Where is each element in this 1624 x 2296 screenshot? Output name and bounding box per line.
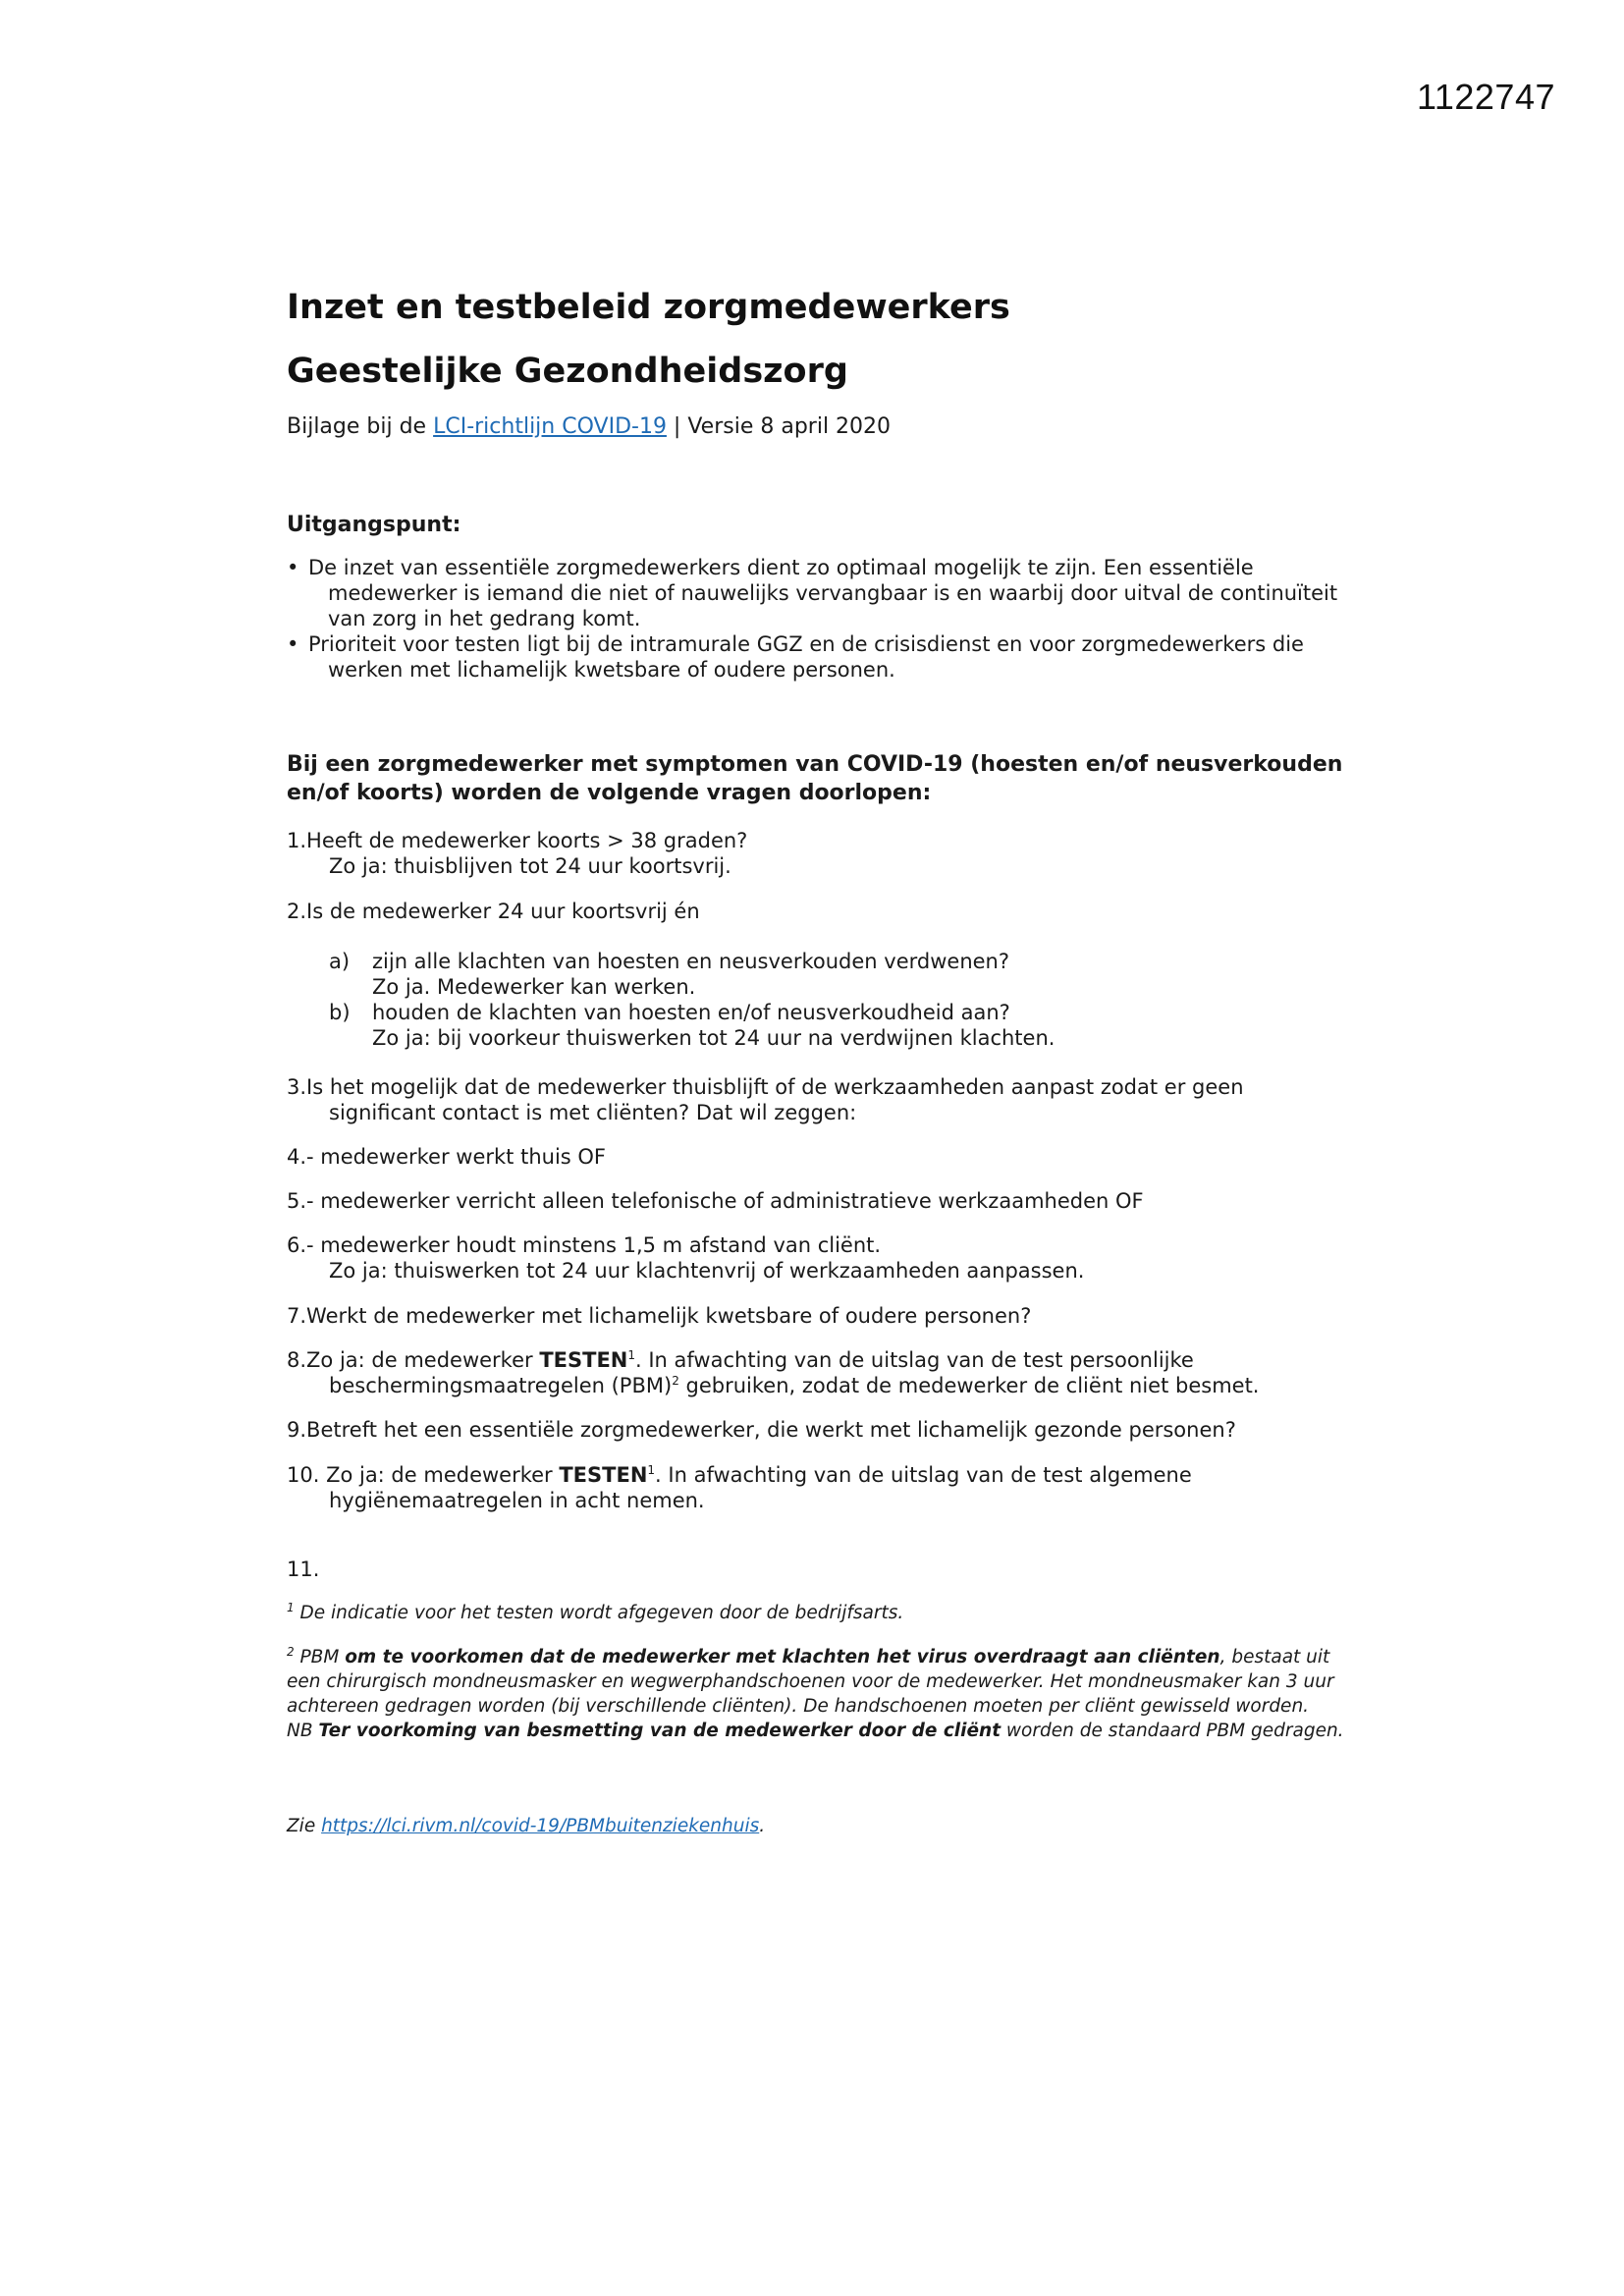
list-item-continuation: werken met lichamelijk kwetsbare of oudere personen. xyxy=(328,658,895,682)
question-8-rest-prefix: beschermingsmaatregelen (PBM) xyxy=(329,1374,673,1397)
footnote-2-marker: 2 xyxy=(287,1644,295,1659)
question-6-text: 6.- medewerker houdt minstens 1,5 m afstand van cliënt. xyxy=(287,1233,882,1257)
subtitle-version: | Versie 8 april 2020 xyxy=(666,414,892,439)
list-item xyxy=(287,631,1357,683)
list-item-continuation: medewerker is iemand die niet of nauwelijks vervangbaar is en waarbij door uitval de continuïteit van zorg in het gedrang komt. xyxy=(328,581,1338,630)
question-6 xyxy=(287,1232,1357,1284)
uitgangspunt-heading: Uitgangspunt: xyxy=(287,513,461,537)
subtitle xyxy=(287,414,891,439)
bullet-glyph: • xyxy=(287,632,299,656)
footnote-2-lead: PBM xyxy=(294,1647,346,1667)
footnote-ref-1: 1 xyxy=(627,1348,636,1362)
footnote-2-nb: NB xyxy=(287,1721,319,1741)
question-10-testen: TESTEN xyxy=(559,1463,648,1487)
question-2b-label: b) xyxy=(329,1001,351,1024)
symptoms-heading: Bij een zorgmedewerker met symptomen van COVID-19 (hoesten en/of neusverkouden en/of koorts) worden de volgende vragen doorlopen: xyxy=(287,752,1343,805)
bullet-glyph: • xyxy=(287,556,299,579)
lci-richtlijn-link[interactable]: LCI-richtlijn COVID-19 xyxy=(433,414,667,439)
list-item-first-line: Prioriteit voor testen ligt bij de intramurale GGZ en de crisisdienst en voor zorgmedewerkers die xyxy=(308,632,1304,656)
question-8-testen: TESTEN xyxy=(539,1348,628,1372)
document-id: 1122747 xyxy=(1417,77,1555,117)
footnote-2-bold-2: Ter voorkoming van besmetting van de medewerker door de cliënt xyxy=(318,1721,1001,1741)
question-8-suffix: . In afwachting van de uitslag van de test persoonlijke xyxy=(635,1348,1194,1372)
question-11: 11. xyxy=(287,1558,320,1581)
question-1-text: 1.Heeft de medewerker koorts > 38 graden? xyxy=(287,829,748,852)
question-2a-label: a) xyxy=(329,950,351,973)
page-title-line-2: Geestelijke Gezondheidszorg xyxy=(287,352,848,391)
page-title-line-1: Inzet en testbeleid zorgmedewerkers xyxy=(287,288,1010,327)
footnote-1-text: De indicatie voor het testen wordt afgegeven door de bedrijfsarts. xyxy=(294,1603,904,1623)
question-10-prefix: 10. Zo ja: de medewerker xyxy=(287,1463,560,1487)
question-5: 5.- medewerker verricht alleen telefonische of administratieve werkzaamheden OF xyxy=(287,1189,1144,1213)
footnote-2-text-1: , bestaat uit een chirurgisch mondneusmasker en wegwerphandschoenen voor de medewerker. Het mondneusmaker kan 3 uur achtereen gedragen worden (bij verschillende cliënten). De handschoenen moeten per cliënt gewisseld worden. xyxy=(287,1647,1334,1717)
question-2a xyxy=(329,949,1350,1000)
question-3 xyxy=(287,1074,1357,1125)
footnote-ref-1: 1 xyxy=(647,1463,656,1477)
footnote-1 xyxy=(287,1601,1357,1625)
see-also-prefix: Zie xyxy=(287,1816,322,1836)
question-9: 9.Betreft het een essentiële zorgmedewerker, die werkt met lichamelijk gezonde personen? xyxy=(287,1418,1236,1442)
question-8-prefix: 8.Zo ja: de medewerker xyxy=(287,1348,540,1372)
see-also xyxy=(287,1814,1357,1838)
list-item-first-line: De inzet van essentiële zorgmedewerkers dient zo optimaal mogelijk te zijn. Een essentiële xyxy=(308,556,1254,579)
question-2b-text: houden de klachten van hoesten en/of neusverkoudheid aan? xyxy=(372,1001,1010,1024)
question-10-suffix: . In afwachting van de uitslag van de test algemene xyxy=(655,1463,1192,1487)
question-2 xyxy=(287,899,1357,924)
question-8 xyxy=(287,1347,1357,1398)
see-also-suffix: . xyxy=(759,1816,766,1836)
footnote-2 xyxy=(287,1645,1357,1743)
footnote-2-text-2: worden de standaard PBM gedragen. xyxy=(1001,1721,1344,1741)
question-1-answer: Zo ja: thuisblijven tot 24 uur koortsvrij. xyxy=(329,854,731,878)
list-item xyxy=(287,555,1357,631)
footnote-ref-2: 2 xyxy=(672,1374,679,1388)
subtitle-prefix: Bijlage bij de xyxy=(287,414,434,439)
footnote-1-marker: 1 xyxy=(287,1600,295,1614)
question-6-answer: Zo ja: thuiswerken tot 24 uur klachtenvrij of werkzaamheden aanpassen. xyxy=(329,1259,1085,1283)
pbm-buiten-ziekenhuis-link[interactable]: https://lci.rivm.nl/covid-19/PBMbuitenziekenhuis xyxy=(321,1816,760,1836)
question-3-continuation: significant contact is met cliënten? Dat wil zeggen: xyxy=(329,1101,857,1124)
question-8-continuation xyxy=(287,1373,1357,1398)
question-2b-answer: Zo ja: bij voorkeur thuiswerken tot 24 uur na verdwijnen klachten. xyxy=(372,1026,1056,1050)
question-7: 7.Werkt de medewerker met lichamelijk kwetsbare of oudere personen? xyxy=(287,1304,1032,1328)
question-10 xyxy=(287,1462,1357,1513)
footnote-2-bold-1: om te voorkomen dat de medewerker met klachten het virus overdraagt aan cliënten xyxy=(345,1647,1220,1667)
question-2b xyxy=(329,1000,1350,1051)
question-3-text: 3.Is het mogelijk dat de medewerker thuisblijft of de werkzaamheden aanpast zodat er geen xyxy=(287,1075,1244,1099)
question-4: 4.- medewerker werkt thuis OF xyxy=(287,1145,606,1169)
question-2a-text: zijn alle klachten van hoesten en neusverkouden verdwenen? xyxy=(372,950,1010,973)
question-8-rest-suffix: gebruiken, zodat de medewerker de cliënt niet besmet. xyxy=(678,1374,1260,1397)
question-2-text: 2.Is de medewerker 24 uur koortsvrij én xyxy=(287,900,700,923)
question-10-continuation: hygiënemaatregelen in acht nemen. xyxy=(329,1489,705,1512)
question-2a-answer: Zo ja. Medewerker kan werken. xyxy=(372,975,696,999)
uitgangspunt-list xyxy=(287,555,1357,683)
question-1 xyxy=(287,828,1357,879)
